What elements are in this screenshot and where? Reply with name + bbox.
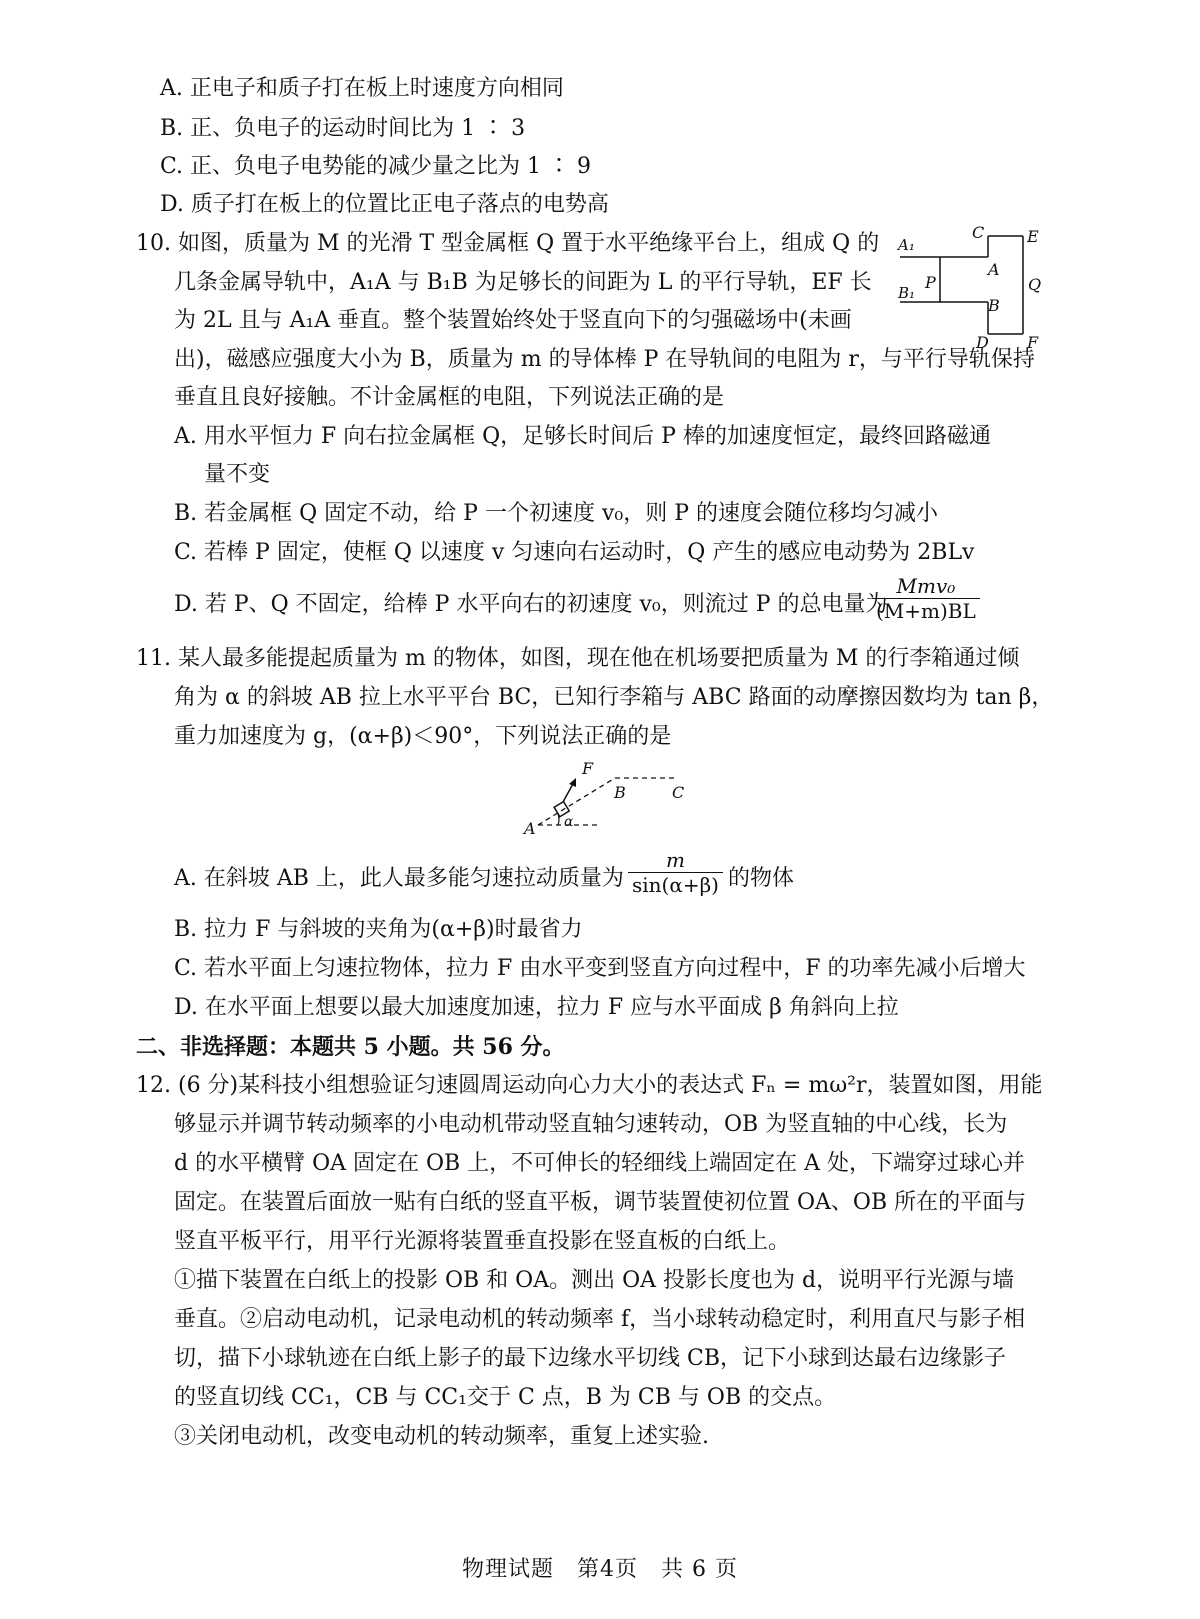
q10-fig-label-a1: A₁ [898,236,915,254]
q11-slope-figure [520,760,710,840]
q9-option-b: B. 正、负电子的运动时间比为 1 ∶ 3 [160,116,526,141]
q10-option-d-denominator: (M+m)BL [876,599,976,623]
page-footer: 物理试题 第4页 共 6 页 [462,1557,738,1582]
q9-option-c: C. 正、负电子电势能的减少量之比为 1 ∶ 9 [160,154,592,179]
q12-line-5: 竖直平板平行，用平行光源将装置垂直投影在竖直板的白纸上。 [174,1229,791,1254]
q9-option-a: A. 正电子和质子打在板上时速度方向相同 [160,76,564,101]
q12-line-1: 12. (6 分)某科技小组想验证匀速圆周运动向心力大小的表达式 Fₙ = mω²r，装置如图，用能 [136,1073,1043,1098]
q10-fig-label-q: Q [1028,275,1042,294]
q12-line-10: ③关闭电动机，改变电动机的转动频率，重复上述实验. [174,1424,709,1449]
q10-stem-line-4: 出)，磁感应强度大小为 B，质量为 m 的导体棒 P 在导轨间的电阻为 r，与平行导轨保持 [174,347,1035,372]
q10-option-c: C. 若棒 P 固定，使框 Q 以速度 v 匀速向右运动时，Q 产生的感应电动势为 2BLv [174,540,975,565]
q11-option-a-fraction [628,848,723,897]
q10-stem-line-5: 垂直且良好接触。不计金属框的电阻，下列说法正确的是 [174,385,725,410]
q10-option-d-fraction [872,574,980,623]
q11-option-d: D. 在水平面上想要以最大加速度加速，拉力 F 应与水平面成 β 角斜向上拉 [174,995,899,1020]
q10-fig-label-d: D [976,333,989,352]
q11-option-a-numerator: m [628,848,723,873]
q10-fig-label-p: P [925,273,936,292]
q10-stem-line-3: 为 2L 且与 A₁A 垂直。整个装置始终处于竖直向下的匀强磁场中(未画 [174,308,852,333]
q11-fig-label-c: C [672,783,685,802]
q10-t-frame-figure [890,222,1080,352]
q11-fig-label-alpha: α [564,814,574,830]
q10-fig-label-f: F [1027,333,1039,352]
q10-fig-label-c: C [972,223,985,242]
q11-option-a: A. 在斜坡 AB 上，此人最多能匀速拉动质量为 [174,866,624,891]
q10-fig-label-e: E [1027,227,1039,246]
q11-fig-label-a: A [524,819,536,838]
q11-stem-line-2: 角为 α 的斜坡 AB 拉上水平平台 BC，已知行李箱与 ABC 路面的动摩擦因数均为 tan β， [174,685,1054,710]
q12-line-2: 够显示并调节转动频率的小电动机带动竖直轴匀速转动，OB 为竖直轴的中心线，长为 [174,1112,1008,1137]
q11-option-a-tail: 的物体 [728,866,795,891]
q10-option-a-line-1: A. 用水平恒力 F 向右拉金属框 Q，足够长时间后 P 棒的加速度恒定，最终回路磁通 [174,424,991,449]
q11-fig-label-f: F [582,760,594,778]
q12-line-3: d 的水平横臂 OA 固定在 OB 上，不可伸长的轻细线上端固定在 A 处，下端穿过球心并 [174,1151,1026,1176]
q10-stem-line-2: 几条金属导轨中，A₁A 与 B₁B 为足够长的间距为 L 的平行导轨，EF 长 [174,270,872,295]
q11-stem-line-3: 重力加速度为 g，(α+β)＜90°，下列说法正确的是 [174,724,672,749]
q10-fig-label-a: A [988,260,1000,279]
q12-line-6: ①描下装置在白纸上的投影 OB 和 OA。测出 OA 投影长度也为 d，说明平行光源与墙 [174,1268,1015,1293]
q11-option-b: B. 拉力 F 与斜坡的夹角为(α+β)时最省力 [174,917,583,942]
q10-stem-line-1: 10. 如图，质量为 M 的光滑 T 型金属框 Q 置于水平绝缘平台上，组成 Q 的 [136,231,880,256]
q12-line-8: 切，描下小球轨迹在白纸上影子的最下边缘水平切线 CB，记下小球到达最右边缘影子 [174,1346,1006,1371]
q10-option-d-numerator: Mmv₀ [872,574,980,599]
q11-option-a-denominator: sin(α+β) [632,873,719,897]
q12-line-4: 固定。在装置后面放一贴有白纸的竖直平板，调节装置使初位置 OA、OB 所在的平面与 [174,1190,1027,1215]
q11-option-c: C. 若水平面上匀速拉物体，拉力 F 由水平变到竖直方向过程中，F 的功率先减小后增大 [174,956,1026,981]
q12-line-7: 垂直。②启动电动机，记录电动机的转动频率 f，当小球转动稳定时，利用直尺与影子相 [174,1307,1026,1332]
q11-fig-label-b: B [614,783,626,802]
q11-stem-line-1: 11. 某人最多能提起质量为 m 的物体，如图，现在他在机场要把质量为 M 的行李箱通过倾 [136,646,1020,671]
q12-line-9: 的竖直切线 CC₁，CB 与 CC₁交于 C 点，B 为 CB 与 OB 的交点。 [174,1385,837,1410]
q10-fig-label-b1: B₁ [898,284,916,302]
q10-option-b: B. 若金属框 Q 固定不动，给 P 一个初速度 v₀，则 P 的速度会随位移均匀减小 [174,501,938,526]
q10-option-d: D. 若 P、Q 不固定，给棒 P 水平向右的初速度 v₀，则流过 P 的总电量为 [174,592,888,617]
section-2-heading: 二、非选择题：本题共 5 小题。共 56 分。 [136,1034,565,1060]
q10-fig-label-b: B [988,296,1000,315]
q9-option-d: D. 质子打在板上的位置比正电子落点的电势高 [160,192,609,217]
q10-option-a-line-2: 量不变 [204,462,271,487]
